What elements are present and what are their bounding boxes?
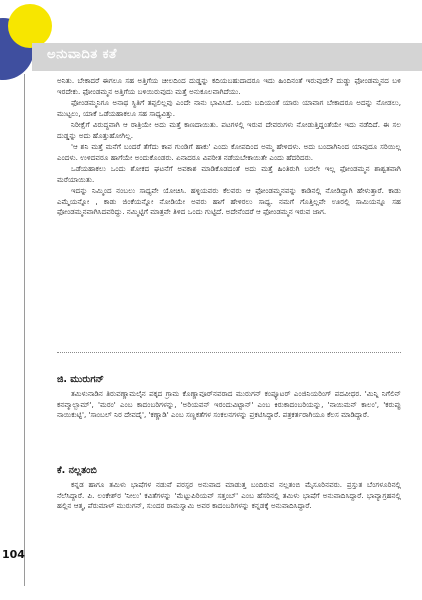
left-margin-rule	[24, 74, 25, 586]
translator-bio-text: ಕನ್ನಡ ಹಾಗೂ ತಮಿಳು ಭಾಷೆಗಳ ನಡುವೆ ಪರಸ್ಪರ ಅನುವಾದ ಮಾಡುತ್ತ ಬಂದಿರುವ ನಲ್ಲತಂಬಿ ಮೈಸೂರಿನವರು. ಪ್ರಸ್ತುತ ಬೆಂಗಳೂರಿನಲ್ಲಿ ನೆಲೆಸಿದ್ದಾರೆ. ಪಿ. ಲಂಕೇಶ್‌ರ 'ನೀಲು' ಕವಿತೆಗಳನ್ನು 'ಮೆಟ್ಟುಪಿರಿಯವ್ ಸತ್ತಂಬ್' ಎಂಬ ಹೆಸರಿನಲ್ಲಿ ತಮಿಳು ಭಾಷೆಗೆ ಅನುವಾದಿಸಿದ್ದಾರೆ. ಭಾವ್ಯಾಗ್ರಹನಲ್ಲಿ ಹಲ್ಲಿನ ಆತ್ಮ, ಪೆರುಮಾಳ್ ಮುರುಗನ್, ಸುಂದರ ರಾಮಸ್ವಾಮಿ ಅವರ ಕಾದಂಬರಿಗಳನ್ನು ಕನ್ನಡಕ್ಕೆ ಅನುವಾದಿಸಿದ್ದಾರೆ.	[57, 480, 401, 510]
story-paragraph: 'ಆ ಶನಿ ಮತ್ತೆ ಮನೆಗೆ ಬಂದರೆ ತೆಗೆದು ಕಾಪ ಗುಂಡಿಗೆ ಹಾಕು' ಎಂದು ಕೋಪದಿಂದ ಅಮ್ಮ ಹೇಳಿದಳು. ಅದು ಬಂದಾಗಿನಿಂದ ಯಾವುದೂ ಸರಿಯಿಲ್ಲ ಎಂದಳು. ಉಳಿದವರೂ ಹಾಗೆಯೇ ಅಂದುಕೊಂಡರು. ಏನಾದರೂ ವಿಪರೀತ ನಡೆಯಬೇಕಾಯಿತೇ ಎಂದು ಹೆದರಿದರು.	[57, 142, 401, 162]
story-paragraph: ಇದನ್ನು ನಿಮ್ಮಿಂದ ನಂಬಲು ಸಾಧ್ಯವೇ ಯೋಚಿಸಿ. ಹಳ್ಳಿಯವರು ಕೆಲವರು ಆ ಫೋಂಡಮ್ಮನವನ್ನು ಕಾಡಿನಲ್ಲಿ ನೋಡಿದ್ದಾಗಿ ಹೇಳುತ್ತಾರೆ. ಕಾಡು ಎಮ್ಮೆಯನ್ನೋ , ಕಾಡು ಜಿಂಕೆಯನ್ನೋ ನೋಡಿಯೇ ಅವರು ಹಾಗೆ ಹೇಳಿರಲು ಸಾಧ್ಯ. ನಮಗೆ ಗೊತ್ತಿಲ್ಲವೇ ಊರಲ್ಲಿ ಸಾಮಿಯನ್ನೂ ಸಹ ಫೋಂಡಮ್ಮನವಾಗಿಸಿದವರಿದ್ದು. ನಮ್ಮಿಟ್ಟಿಗೆ ಮಾತ್ರವೇ ತಿಳಿದ ಒಂದು ಗುಟ್ಟಿದೆ. ಅದೇನೆಂದರೆ ಆ ಫೋಂಡಮ್ಮನ ಇರುವ ಜಾಗ.	[57, 186, 401, 216]
story-paragraph: ಫೋಂಡಮ್ಮನಿಗೂ ಅನಾಥ ಸ್ಥಿತಿಗೆ ತಪ್ಪಲಿಲ್ಲವು ಎಂದೇ ನಾನು ಭಾವಿಸಿದೆ. ಒಂದು ಬದಿಯಂತೆ ಯಾರು ಯಾವಾಗ ಬೇಕಾದರೂ ಅದನ್ನು ನೋಡಲು, ಮುಟ್ಟಲು, ಯಾಕೆ ಒಡೆಯಹಾಕಲೂ ಸಹ ಸಾಧ್ಯವಿತ್ತು.	[57, 98, 401, 118]
decorative-yellow-circle	[8, 4, 52, 48]
story-text	[57, 76, 401, 219]
page-number: 104	[2, 548, 25, 561]
story-paragraph: ಅನಿತು. ಬೇಕಾದರೆ ಈಗಲೂ ಸಹ ಅತ್ತಿಗೆಯ ಚೀಲದಿಂದ ದುಡ್ಡನ್ನು ಕದಿಯಬಹುದಾದರೂ ಇದು ಹಿಂದಿನಂತೆ ಇರುವುದೇ? ದುಡ್ಡು ಫೋಂಡಮ್ಮನದ ಬಳಿ ಇರದೇಕು. ಫೋಂಡಮ್ಮನ ಅತ್ತಿಗೆಯ ಬಳಿಯಿರುವುದು ಮತ್ತೆ ಅನುಕೂಲವಾಗಿದೆಯು.	[57, 76, 401, 96]
author-bio	[57, 374, 401, 421]
author-bio-text: ತಮಿಳುನಾಡಿನ ತಿರುವಣ್ಣಾಮಲೈನ ಪಕ್ಕದ ಗ್ರಾಮ ಕೊಣ್ಣಾವೂರ್‌ನವರಾದ ಮುರುಗನ್ ಕಂಪ್ಯೂಟರ್ ಎಂಜಿನಿಯರಿಂಗ್ ಪದವೀಧರ. 'ಮಿನ್ನಿ ನಿಗೆಲಿನ್ ಕನವ್ಮಾಲ್ಬಾಮ್', 'ಮರಂ' ಎಂಬ ಕಾದಂಬರಿಗಳನ್ನು, 'ಅರಿಯವನ್ ಇರಂದುವಿಟ್ಟಾನ್' ಎಂಬ ಕಿರುಕಾದಂಬರಿಯನ್ನು, 'ನಾಯಿಮನ್ ಕಾಲಂ', 'ಕರುಪ್ಪು ನಾಯಿಕುಟ್ಟಿ', 'ಸಾಂಬಲ್ ನಿರ ದೇವದೈ', 'ಕಣ್ಣಾಡಿ' ಎಂಬ ಸಣ್ಣಕತೆಗಳ ಸಂಕಲನಗಳನ್ನು ಪ್ರಕಟಿಸಿದ್ದಾರೆ. ಪತ್ರಕರ್ತರಾಗಿಯೂ ಕೆಲಸ ಮಾಡಿದ್ದಾರೆ.	[57, 389, 401, 419]
story-paragraph: ಒಡೆಯಹಾಕಲು ಒಂದು ಶೋಕದ ಘಟನೆಗೆ ಅವಕಾಶ ಮಾಡಿಕೊಡದಂತೆ ಅದು ಮತ್ತೆ ಹಿಂತಿರುಗಿ ಬರಲೇ ಇಲ್ಲ ಫೋಂಡಮ್ಮನ ಶಾಶ್ವತವಾಗಿ ಮರೆಯಾಯಿತು.	[57, 164, 401, 184]
section-divider	[57, 352, 401, 353]
author-name: ಜಿ. ಮುರುಗನ್	[57, 374, 104, 385]
story-paragraph: ನಿರೀಕ್ಷೆಗೆ ವಿರುದ್ಧವಾಗಿ ಆ ರಾತ್ರಿಯೇ ಅದು ಮತ್ತೆ ಕಾಣದಾಯಿತು. ಪಟಗಳಲ್ಲಿ ಇರುವ ದೇವರುಗಳು ನೋಡುತ್ತಿದ್ದಂತೆಯೇ ಇದು ನಡೆದಿದೆ. ಈ ಸಲ ದುಡ್ಡನ್ನು ಅದು ಹೊತ್ತುಹೋಗಿಲ್ಲ.	[57, 120, 401, 140]
section-title: ಅನುವಾದಿತ ಕತೆ	[47, 47, 117, 62]
translator-name: ಕೆ. ನಲ್ಲತಂಬಿ	[57, 465, 97, 476]
translator-bio	[57, 465, 401, 512]
